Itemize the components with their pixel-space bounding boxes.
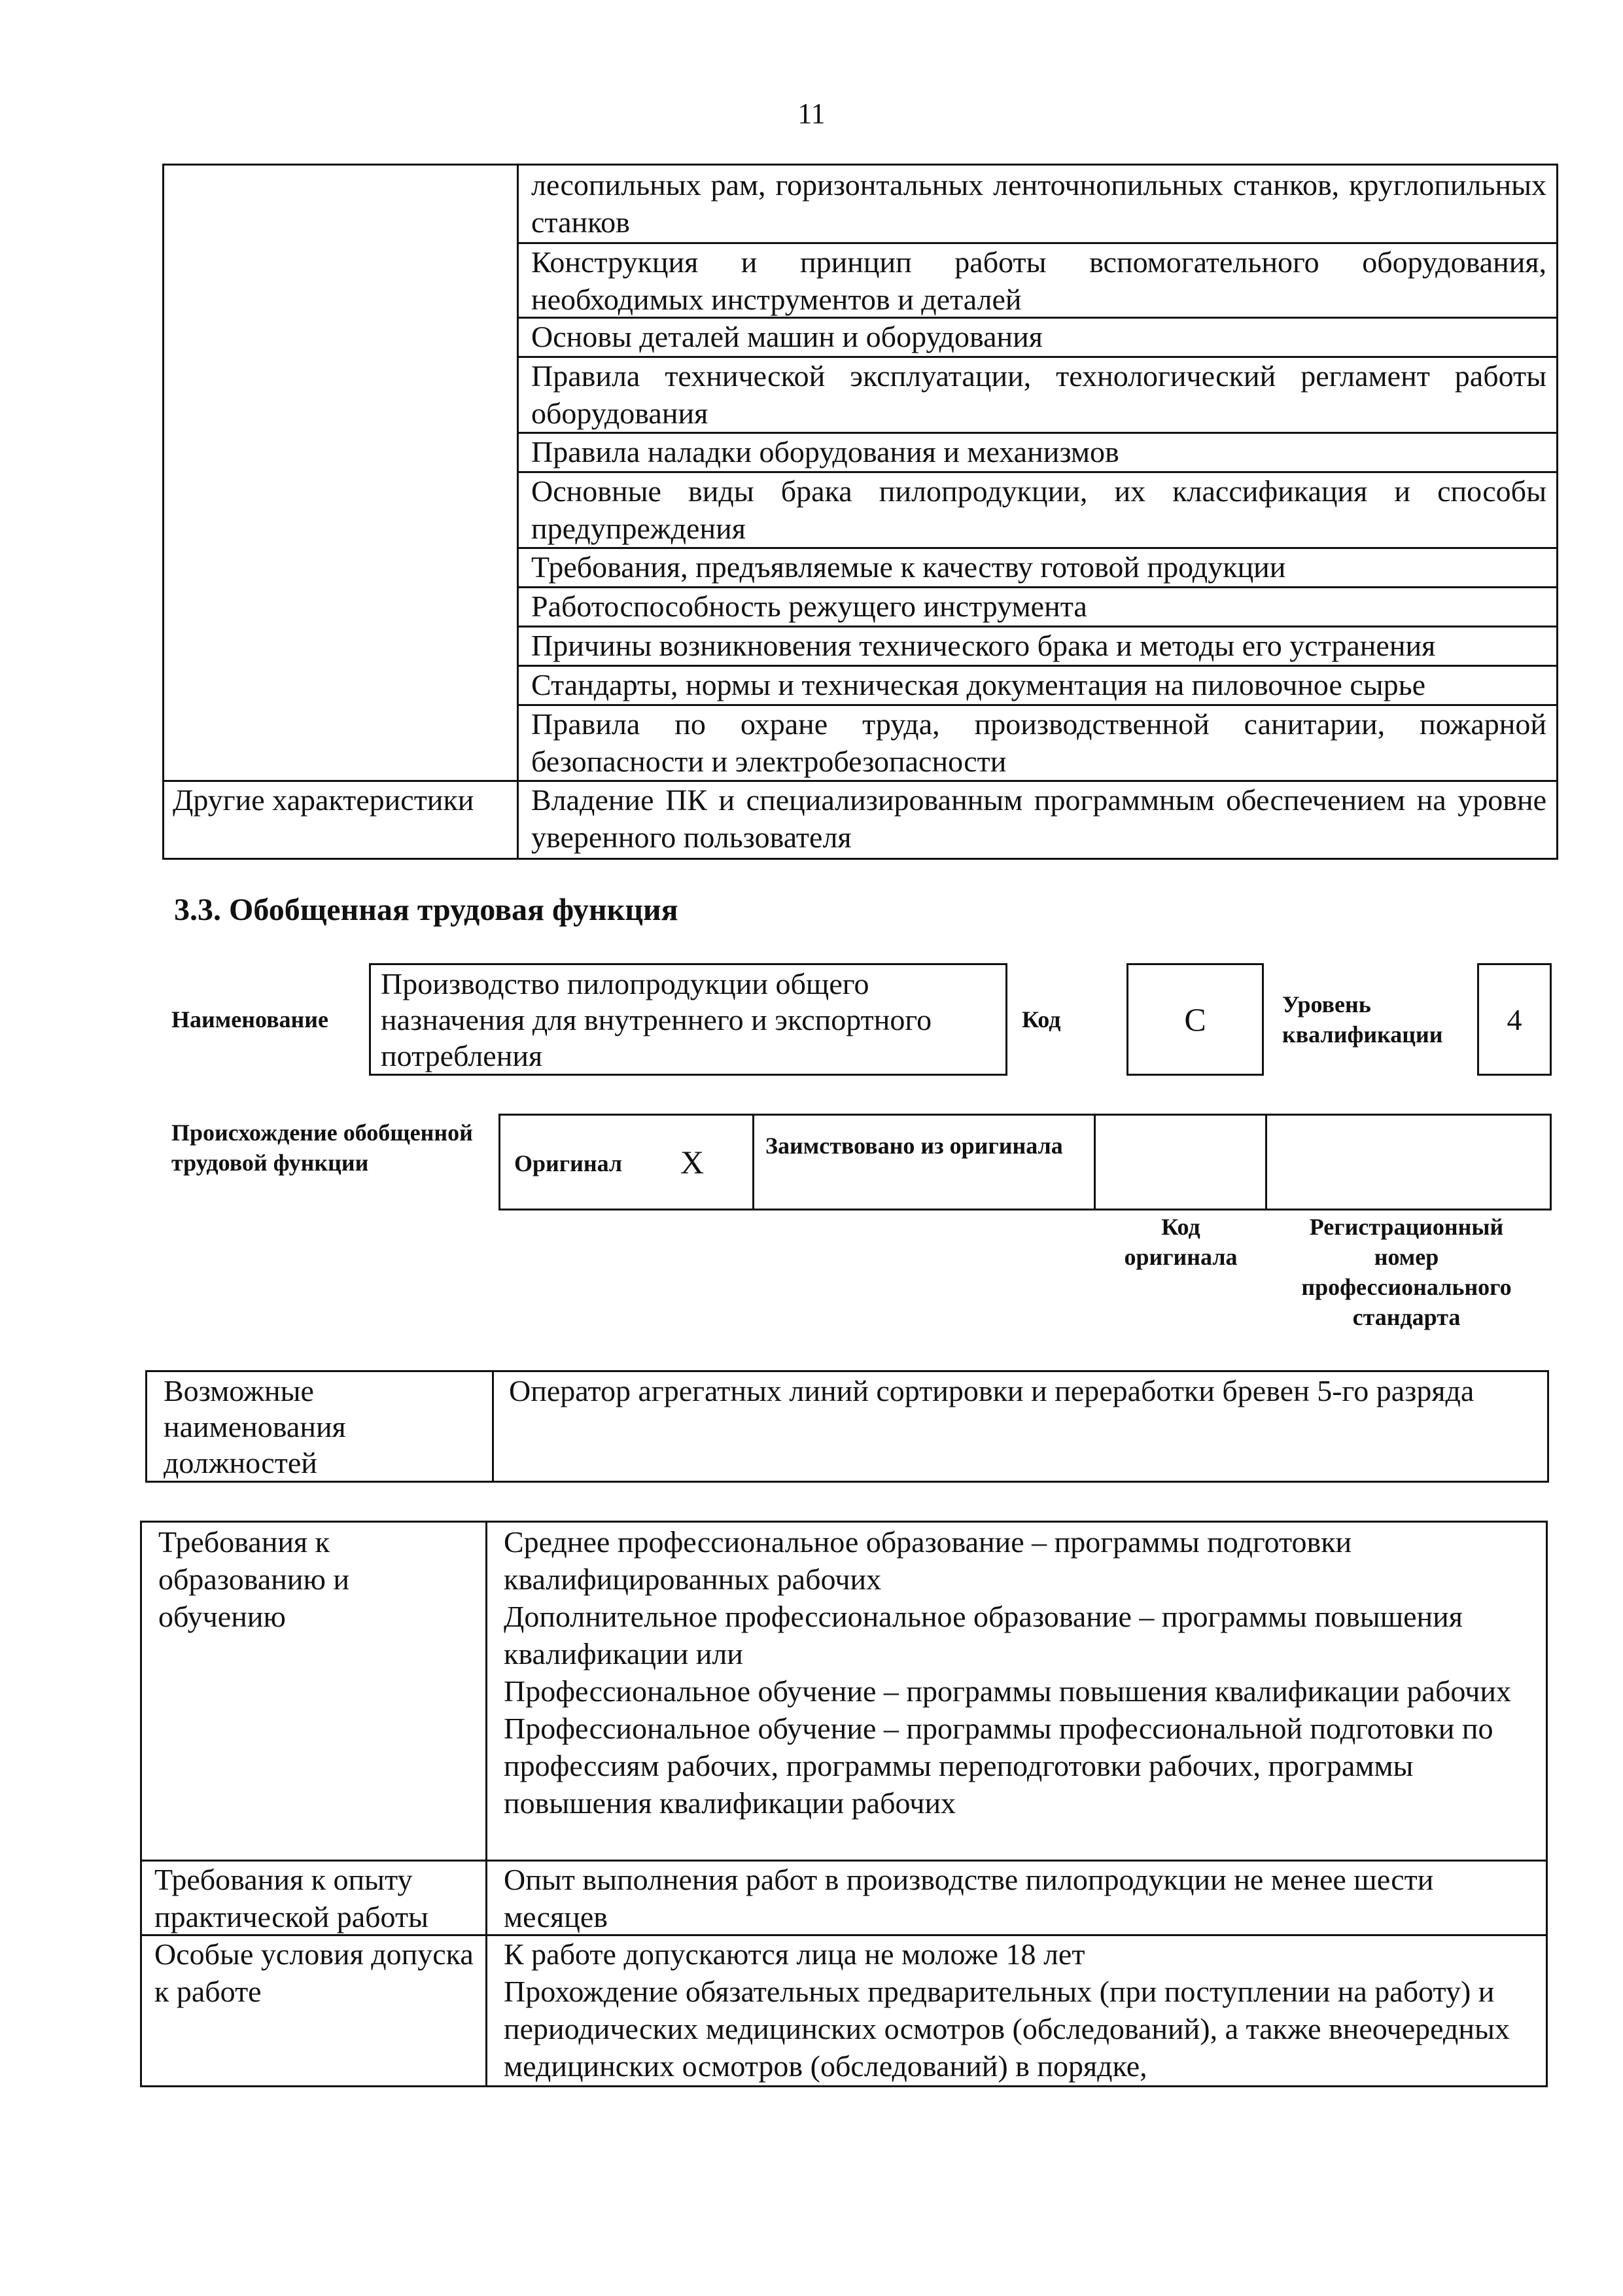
table-row: Конструкция и принцип работы вспомогательного оборудования, необходимых инструментов и деталей bbox=[531, 245, 1546, 316]
column-divider bbox=[517, 164, 519, 860]
column-divider bbox=[492, 1370, 494, 1483]
experience-label: Требования к опыту практической работы bbox=[154, 1863, 428, 1934]
education-item: Профессиональное обучение – программы повышения квалификации рабочих bbox=[504, 1674, 1511, 1708]
borrowed-label: Заимствовано из оригинала bbox=[765, 1133, 1063, 1159]
table-row: Требования, предъявляемые к качеству готовой продукции bbox=[531, 550, 1286, 584]
column-divider bbox=[485, 1521, 487, 2087]
conditions-list bbox=[504, 1935, 1537, 2085]
education-item: Дополнительное профессиональное образование – программы повышения квалификации или bbox=[504, 1600, 1463, 1670]
table-row: Правила наладки оборудования и механизмов bbox=[531, 435, 1119, 468]
name-label: Наименование bbox=[171, 1006, 328, 1033]
table-row: Правила технической эксплуатации, технологический регламент работы оборудования bbox=[531, 359, 1546, 430]
table-row: Основные виды брака пилопродукции, их классификация и способы предупреждения bbox=[531, 474, 1546, 545]
page-number: 11 bbox=[797, 97, 826, 130]
origin-label: Происхождение обобщенной трудовой функции bbox=[171, 1120, 473, 1176]
table-row: Работоспособность режущего инструмента bbox=[531, 590, 1087, 623]
code-value: C bbox=[1184, 1001, 1206, 1038]
experience-value: Опыт выполнения работ в производстве пилопродукции не менее шести месяцев bbox=[504, 1863, 1434, 1934]
conditions-label: Особые условия допуска к работе bbox=[154, 1937, 474, 2008]
positions-label: Возможные наименования должностей bbox=[164, 1374, 346, 1479]
table-row: Стандарты, нормы и техническая документация на пиловочное сырье bbox=[531, 668, 1426, 701]
level-label: Уровень квалификации bbox=[1282, 991, 1443, 1048]
origin-divider bbox=[1094, 1114, 1096, 1210]
other-characteristics-label: Другие характеристики bbox=[173, 783, 474, 817]
table-row: Основы деталей машин и оборудования bbox=[531, 320, 1043, 353]
table-row: Правила по охране труда, производственной санитарии, пожарной безопасности и электробезопасности bbox=[531, 707, 1546, 778]
education-item: Среднее профессиональное образование – программы подготовки квалифицированных рабочих bbox=[504, 1525, 1352, 1596]
section-heading: 3.3. Обобщенная трудовая функция bbox=[174, 892, 678, 927]
caption-code: Код оригинала bbox=[1124, 1214, 1238, 1270]
table-row: лесопильных рам, горизонтальных ленточнопильных станков, круглопильных станков bbox=[531, 168, 1546, 239]
original-label: Оригинал bbox=[514, 1150, 623, 1176]
conditions-item: К работе допускаются лица не моложе 18 лет bbox=[504, 1937, 1085, 1971]
education-label: Требования к образованию и обучению bbox=[158, 1525, 349, 1633]
positions-value: Оператор агрегатных линий сортировки и переработки бревен 5-го разряда bbox=[509, 1374, 1475, 1407]
level-value: 4 bbox=[1507, 1003, 1522, 1036]
original-mark: X bbox=[680, 1144, 705, 1180]
code-label: Код bbox=[1022, 1006, 1061, 1033]
table-row: Причины возникновения технического брака и методы его устранения bbox=[531, 629, 1436, 662]
caption-reg: Регистрационный номер профессионального стандарта bbox=[1301, 1214, 1512, 1330]
conditions-item: Прохождение обязательных предварительных (при поступлении на работу) и периодических медицинских осмотров (обследований), а также внеочередных медицинских осмотров (обследований) в порядке, bbox=[504, 1975, 1510, 2083]
education-item: Профессиональное обучение – программы профессиональной подготовки по профессиям рабочих, программы переподготовки рабочих, программы повышения квалификации рабочих bbox=[504, 1712, 1493, 1820]
origin-divider bbox=[752, 1114, 754, 1210]
origin-divider bbox=[1265, 1114, 1267, 1210]
name-value: Производство пилопродукции общего назначения для внутреннего и экспортного потребления bbox=[381, 967, 932, 1072]
other-characteristics-value: Владение ПК и специализированным программным обеспечением на уровне уверенного пользователя bbox=[531, 783, 1546, 854]
education-list bbox=[504, 1523, 1537, 1822]
